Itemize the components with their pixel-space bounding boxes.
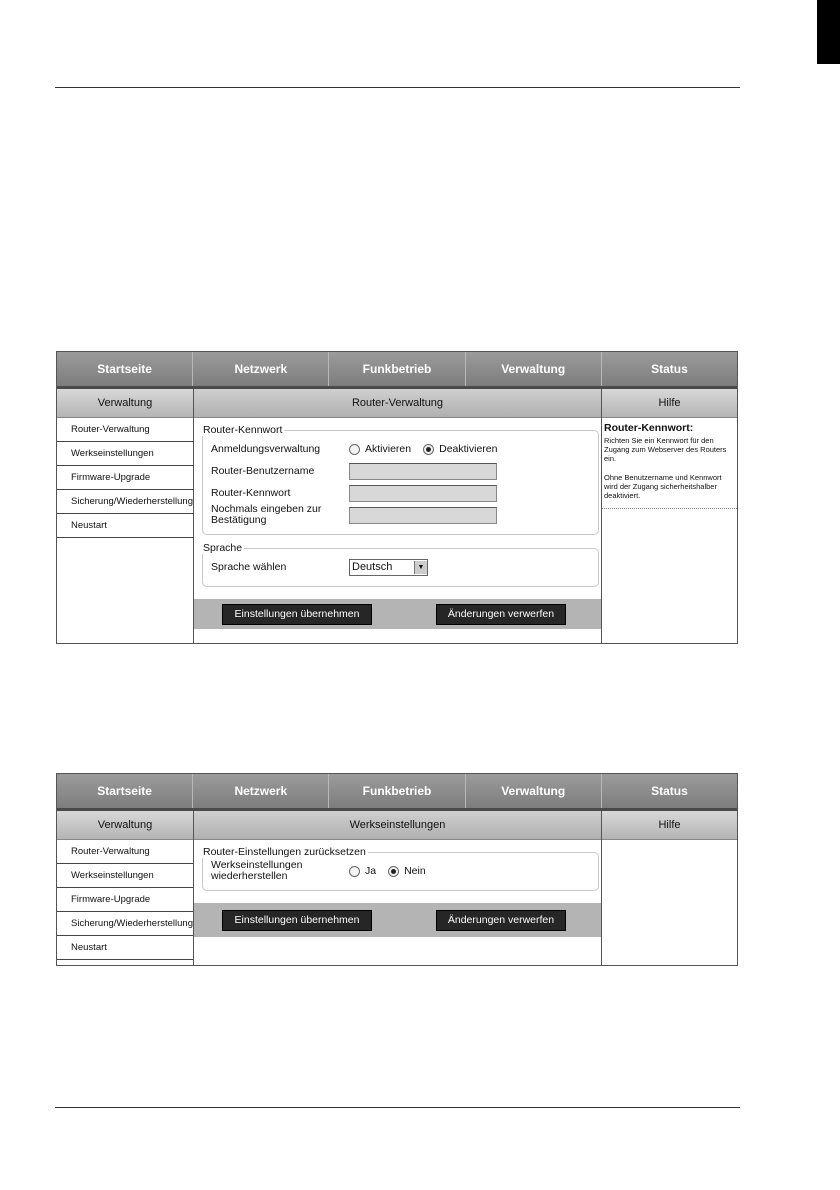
radio-nein[interactable]: Nein bbox=[388, 865, 426, 877]
help-column bbox=[602, 389, 737, 643]
nav-verwaltung[interactable]: Verwaltung bbox=[466, 352, 602, 386]
help-text-1: Richten Sie ein Kennwort für den Zugang zum Webserver des Routers ein. bbox=[604, 436, 727, 463]
action-bar-2 bbox=[194, 903, 601, 937]
password-input[interactable] bbox=[349, 485, 497, 502]
side-column-2 bbox=[57, 811, 194, 965]
language-select[interactable]: Deutsch ▼ bbox=[349, 559, 428, 576]
restore-label: Werkseinstellungen wiederherstellen bbox=[211, 859, 303, 882]
side-head: Verwaltung bbox=[57, 811, 193, 840]
language-legend: Sprache bbox=[203, 542, 243, 554]
apply-button[interactable]: Einstellungen übernehmen bbox=[222, 604, 372, 625]
nav-funkbetrieb[interactable]: Funkbetrieb bbox=[329, 774, 465, 808]
top-nav-2 bbox=[57, 774, 737, 811]
confirm-label: Nochmals eingeben zur Bestätigung bbox=[211, 503, 322, 526]
side-item-firmware-upgrade[interactable]: Firmware-Upgrade bbox=[57, 466, 193, 490]
login-management-label: Anmeldungsverwaltung bbox=[211, 442, 321, 455]
main-column bbox=[194, 389, 602, 643]
side-menu bbox=[57, 418, 193, 538]
radio-deaktivieren[interactable]: Deaktivieren bbox=[423, 443, 497, 455]
side-item-firmware-upgrade[interactable]: Firmware-Upgrade bbox=[57, 888, 193, 912]
nav-netzwerk[interactable]: Netzwerk bbox=[193, 352, 329, 386]
side-item-neustart[interactable]: Neustart bbox=[57, 514, 193, 538]
page-edge-tab bbox=[817, 0, 840, 64]
nav-netzwerk[interactable]: Netzwerk bbox=[193, 774, 329, 808]
discard-button[interactable]: Änderungen verwerfen bbox=[436, 910, 566, 931]
side-item-sicherung[interactable]: Sicherung/Wiederherstellung bbox=[57, 912, 193, 936]
reset-legend: Router-Einstellungen zurücksetzen bbox=[203, 846, 366, 858]
side-item-router-verwaltung[interactable]: Router-Verwaltung bbox=[57, 418, 193, 442]
language-fieldset bbox=[202, 542, 599, 587]
help-column-2 bbox=[602, 811, 737, 965]
header-rule bbox=[55, 87, 740, 88]
nav-status[interactable]: Status bbox=[602, 352, 737, 386]
nav-status[interactable]: Status bbox=[602, 774, 737, 808]
help-head: Hilfe bbox=[602, 389, 737, 418]
router-password-legend: Router-Kennwort bbox=[203, 424, 283, 436]
username-input[interactable] bbox=[349, 463, 497, 480]
footer-rule bbox=[55, 1107, 740, 1108]
nav-startseite[interactable]: Startseite bbox=[57, 774, 193, 808]
side-column bbox=[57, 389, 194, 643]
radio-ja[interactable]: Ja bbox=[349, 865, 376, 877]
username-label: Router-Benutzername bbox=[211, 464, 315, 477]
screenshot-router-verwaltung bbox=[56, 351, 738, 644]
help-head: Hilfe bbox=[602, 811, 737, 840]
nav-funkbetrieb[interactable]: Funkbetrieb bbox=[329, 352, 465, 386]
help-title: Router-Kennwort: bbox=[604, 422, 694, 434]
side-item-router-verwaltung[interactable]: Router-Verwaltung bbox=[57, 840, 193, 864]
side-item-neustart[interactable]: Neustart bbox=[57, 936, 193, 960]
side-item-werkseinstellungen[interactable]: Werkseinstellungen bbox=[57, 442, 193, 466]
radio-aktivieren[interactable]: Aktivieren bbox=[349, 443, 411, 455]
main-head: Router-Verwaltung bbox=[194, 389, 601, 418]
side-menu-2 bbox=[57, 840, 193, 960]
action-bar bbox=[194, 599, 601, 629]
nav-verwaltung[interactable]: Verwaltung bbox=[466, 774, 602, 808]
password-label: Router-Kennwort bbox=[211, 486, 291, 499]
help-separator bbox=[602, 508, 737, 509]
help-text-2: Ohne Benutzername und Kennwort wird der Zugang sicherheitshalber deaktiviert. bbox=[604, 473, 722, 500]
reset-fieldset bbox=[202, 846, 599, 891]
nav-startseite[interactable]: Startseite bbox=[57, 352, 193, 386]
side-item-sicherung[interactable]: Sicherung/Wiederherstellung bbox=[57, 490, 193, 514]
router-password-fieldset bbox=[202, 424, 599, 535]
screenshot-werkseinstellungen bbox=[56, 773, 738, 966]
side-item-werkseinstellungen[interactable]: Werkseinstellungen bbox=[57, 864, 193, 888]
main-head-2: Werkseinstellungen bbox=[194, 811, 601, 840]
dropdown-arrow-icon: ▼ bbox=[414, 561, 427, 574]
apply-button[interactable]: Einstellungen übernehmen bbox=[222, 910, 372, 931]
side-head: Verwaltung bbox=[57, 389, 193, 418]
confirm-password-input[interactable] bbox=[349, 507, 497, 524]
main-column-2 bbox=[194, 811, 602, 965]
language-label: Sprache wählen bbox=[211, 560, 287, 573]
top-nav bbox=[57, 352, 737, 389]
discard-button[interactable]: Änderungen verwerfen bbox=[436, 604, 566, 625]
